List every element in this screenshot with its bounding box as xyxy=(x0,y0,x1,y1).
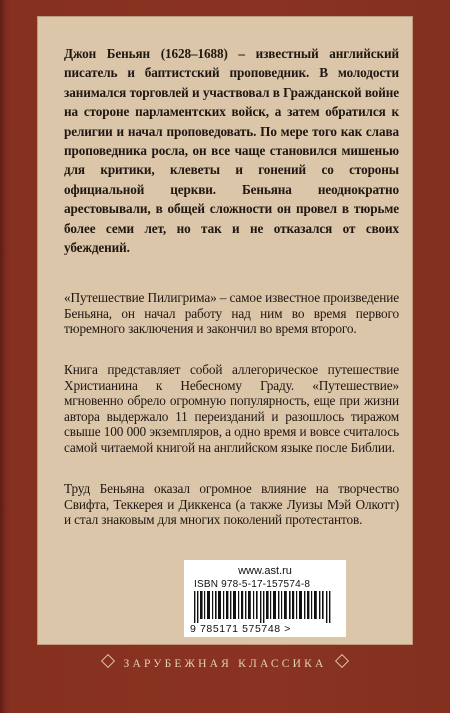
isbn-number: ISBN 978-5-17-157574-8 xyxy=(194,579,311,590)
description-paragraph-3: Труд Беньяна оказал огромное влияние на творчество Свифта, Теккерея и Диккенса (а также Луизы Мэй Олкотт) и стал знаковым для многих поколений протестантов. xyxy=(64,481,399,528)
series-title-line xyxy=(0,656,450,670)
series-title: ЗАРУБЕЖНАЯ КЛАССИКА xyxy=(123,658,327,670)
barcode-block xyxy=(184,560,346,637)
author-biography: Джон Беньян (1628–1688) – известный английский писатель и баптистский проповедник. В молодости занимался торговлей и участвовал в Гражданской войне на стороне парламентских войск, а затем обратился к религии и начал проповедовать. По мере того как слава проповедника росла, он все чаще становился мишенью для критики, клеветы и гонений со стороны официальной церкви. Беньяна неоднократно арестовывали, в общей сложности он провел в тюрьме более семи лет, но так и не отказался от своих убеждений. xyxy=(64,46,399,256)
ornament-left-icon xyxy=(101,654,115,668)
ornament-right-icon xyxy=(334,654,348,668)
barcode-graphic xyxy=(194,591,336,623)
description-paragraph-2: Книга представляет собой аллегорическое путешествие Христианина к Небесному Граду. «Путешествие» мгновенно обрело огромную популярность, еще при жизни автора выдержало 11 переизданий и разошлось тиражом свыше 100 000 экземпляров, а одно время и вовсе считалось самой читаемой книгой на английском языке после Библии. xyxy=(64,362,399,455)
barcode-digits: 9 785171 575748 > xyxy=(190,623,291,635)
description-paragraph-1: «Путешествие Пилигрима» – самое известное произведение Беньяна, он начал работу над ним во время первого тюремного заключения и закончил во время второго. xyxy=(64,290,399,337)
publisher-website: www.ast.ru xyxy=(238,565,292,577)
text-panel xyxy=(37,16,413,645)
